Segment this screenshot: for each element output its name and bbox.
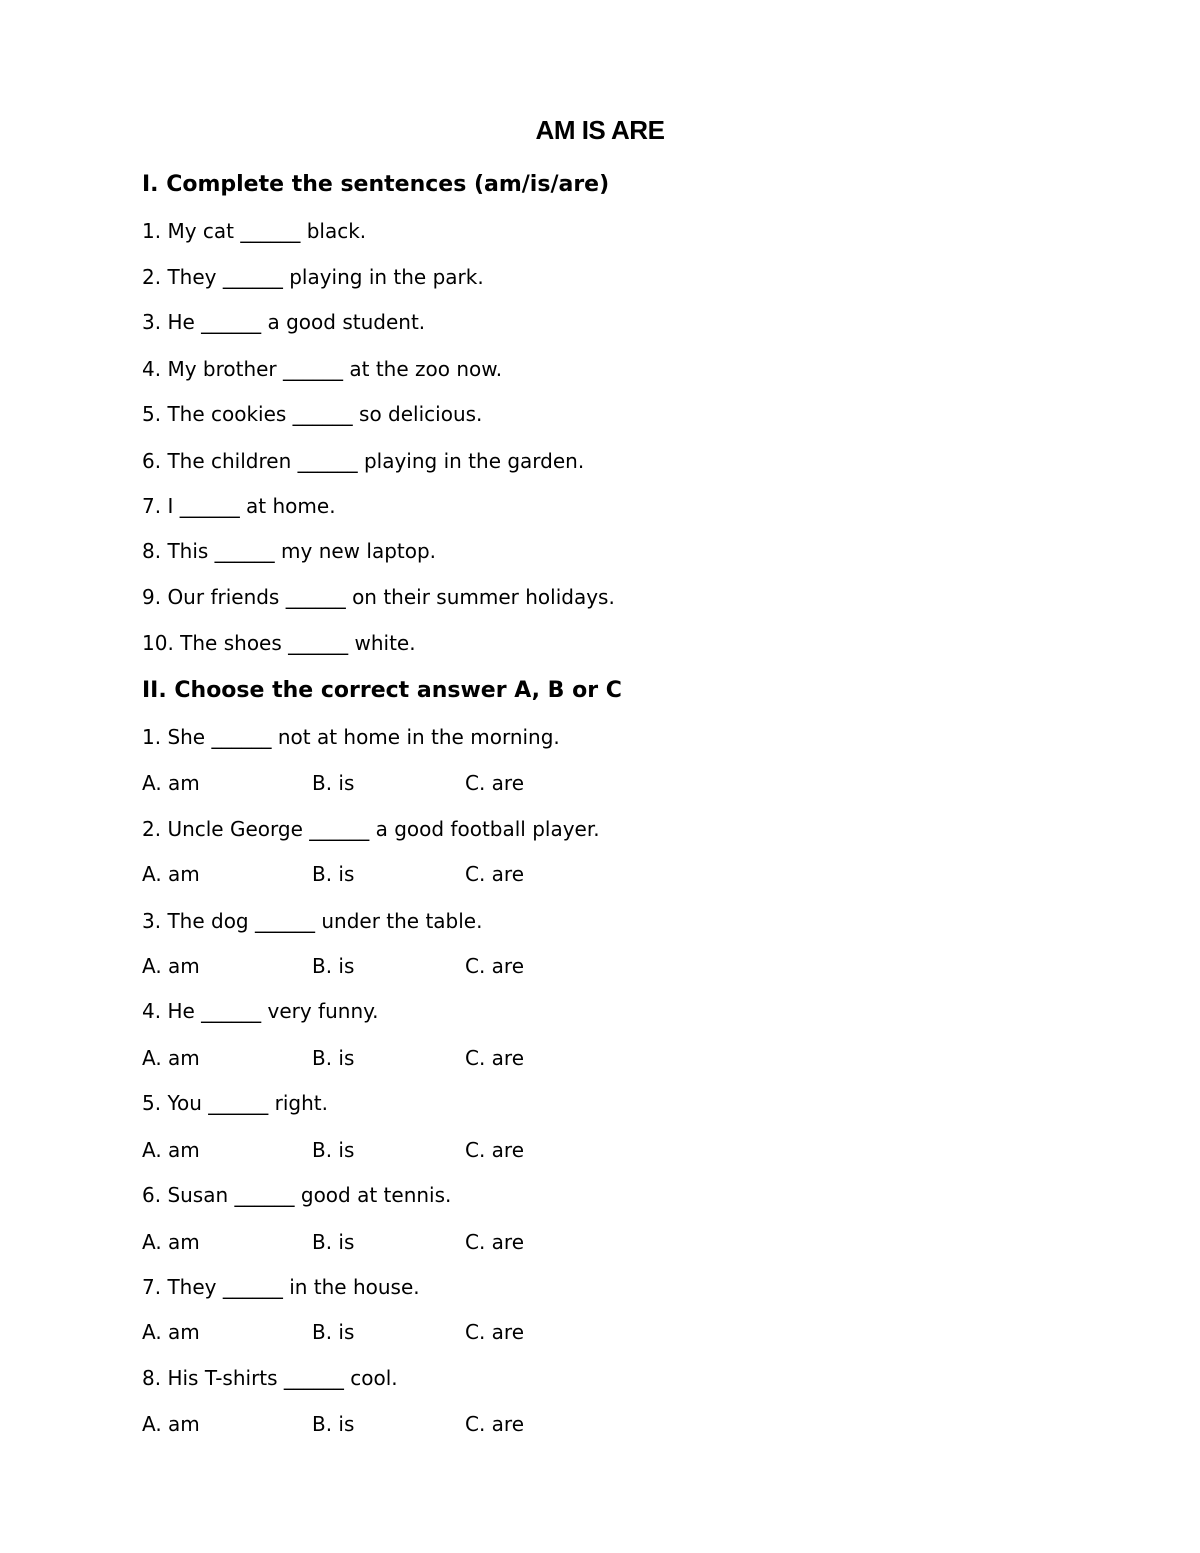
exercise-item-3: 3. He ______ a good student. (142, 310, 426, 334)
exercise-item-7: 7. I ______ at home. (142, 494, 336, 518)
question-8-option-a: A. am (142, 1412, 200, 1436)
question-2-option-a: A. am (142, 862, 200, 886)
question-7-option-c: C. are (465, 1320, 525, 1344)
exercise-item-5: 5. The cookies ______ so delicious. (142, 402, 483, 426)
question-3-option-b: B. is (312, 954, 355, 978)
question-8-option-b: B. is (312, 1412, 355, 1436)
section-2-heading: II. Choose the correct answer A, B or C (142, 678, 622, 703)
question-5-text: 5. You ______ right. (142, 1091, 328, 1115)
exercise-item-4: 4. My brother ______ at the zoo now. (142, 357, 503, 381)
question-2-text: 2. Uncle George ______ a good football player. (142, 817, 600, 841)
exercise-item-8: 8. This ______ my new laptop. (142, 539, 437, 563)
question-1-text: 1. She ______ not at home in the morning. (142, 725, 560, 749)
question-5-option-c: C. are (465, 1138, 525, 1162)
question-4-option-a: A. am (142, 1046, 200, 1070)
question-4-option-b: B. is (312, 1046, 355, 1070)
question-2-option-b: B. is (312, 862, 355, 886)
question-3-text: 3. The dog ______ under the table. (142, 909, 483, 933)
section-1-heading: I. Complete the sentences (am/is/are) (142, 172, 610, 197)
question-8-text: 8. His T-shirts ______ cool. (142, 1366, 398, 1390)
question-5-option-a: A. am (142, 1138, 200, 1162)
exercise-item-1: 1. My cat ______ black. (142, 219, 367, 243)
question-6-option-c: C. are (465, 1230, 525, 1254)
exercise-item-10: 10. The shoes ______ white. (142, 631, 416, 655)
question-7-option-b: B. is (312, 1320, 355, 1344)
question-6-option-b: B. is (312, 1230, 355, 1254)
question-7-option-a: A. am (142, 1320, 200, 1344)
question-4-option-c: C. are (465, 1046, 525, 1070)
question-2-option-c: C. are (465, 862, 525, 886)
question-1-option-c: C. are (465, 771, 525, 795)
question-4-text: 4. He ______ very funny. (142, 999, 379, 1023)
exercise-item-9: 9. Our friends ______ on their summer holidays. (142, 585, 615, 609)
question-3-option-c: C. are (465, 954, 525, 978)
question-8-option-c: C. are (465, 1412, 525, 1436)
question-3-option-a: A. am (142, 954, 200, 978)
question-5-option-b: B. is (312, 1138, 355, 1162)
question-6-option-a: A. am (142, 1230, 200, 1254)
exercise-item-2: 2. They ______ playing in the park. (142, 265, 484, 289)
exercise-item-6: 6. The children ______ playing in the garden. (142, 449, 585, 473)
question-7-text: 7. They ______ in the house. (142, 1275, 420, 1299)
question-1-option-a: A. am (142, 771, 200, 795)
question-1-option-b: B. is (312, 771, 355, 795)
question-6-text: 6. Susan ______ good at tennis. (142, 1183, 452, 1207)
page-title: AM IS ARE (535, 115, 665, 145)
